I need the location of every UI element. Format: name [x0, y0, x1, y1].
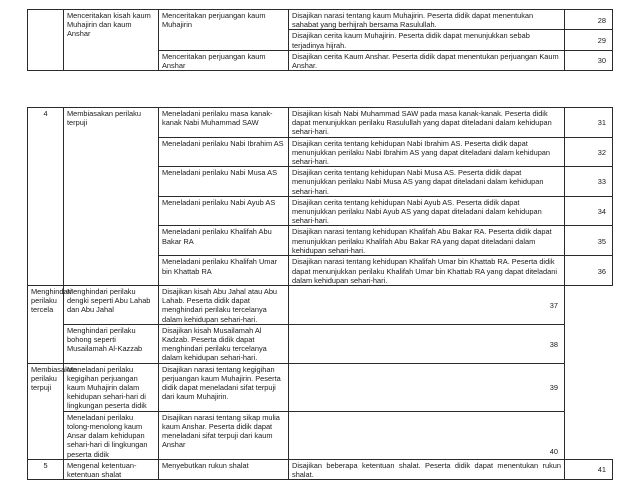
indicator-cell: Menceritakan perjuangan kaum Muhajirin: [159, 10, 289, 51]
question-number: 34: [565, 196, 613, 226]
description-cell: Disajikan cerita kaum Muhajirin. Peserta didik dapat menunjukkan sebab terjadinya hijrah.: [289, 30, 565, 50]
question-number: 29: [565, 30, 613, 50]
sub-competency-cell: Membiasakan perilaku terpuji: [28, 363, 64, 459]
question-number: 31: [565, 108, 613, 138]
description-cell: Disajikan narasi tentang sikap mulia kaum Anshar. Peserta didik dapat meneladani sifat terpuji dari kaum Anshar: [159, 411, 289, 459]
competency-table: [27, 107, 613, 480]
question-number: 37: [289, 286, 565, 325]
question-number: 30: [565, 50, 613, 70]
table-row: [28, 363, 613, 411]
table-row: [28, 10, 613, 30]
indicator-cell: Menyebutkan rukun shalat: [159, 459, 289, 479]
indicator-cell: Menghindari perilaku bohong seperti Musailamah Al-Kazzab: [64, 324, 159, 363]
description-cell: Disajikan cerita tentang kehidupan Nabi Ibrahim AS. Peserta didik dapat menunjukkan perilaku Nabi Ibrahim AS yang dapat diteladani dalam kehidupan sehari-hari.: [289, 137, 565, 167]
question-number: 32: [565, 137, 613, 167]
question-number: 38: [289, 324, 565, 363]
description-cell: Disajikan cerita Kaum Anshar. Peserta didik dapat menentukan perjuangan Kaum Anshar.: [289, 50, 565, 70]
indicator-cell: Meneladani perilaku kegigihan perjuangan kaum Muhajirin dalam kehidupan sehari-hari di lingkungan peserta didik: [64, 363, 159, 411]
question-number: 35: [565, 226, 613, 256]
no-cell: 4: [28, 108, 64, 286]
table-row: [28, 286, 613, 325]
description-cell: Disajikan cerita tentang kehidupan Nabi Ayub AS. Peserta didik dapat menunjukkan perilaku Nabi Ayub AS yang dapat diteladani dalam kehidupan sehari-hari.: [289, 196, 565, 226]
description-cell: Disajikan kisah Nabi Muhammad SAW pada masa kanak-kanak. Peserta didik dapat menunjukkan perilaku Rasulullah yang dapat diteladani dalam kehidupan sehari-hari.: [289, 108, 565, 138]
table-row: [28, 411, 613, 459]
sub-competency-cell: Menghindari perilaku tercela: [28, 286, 64, 364]
indicator-cell: Meneladani perilaku Nabi Musa AS: [159, 167, 289, 197]
indicator-cell: Meneladani perilaku Khalifah Abu Bakar RA: [159, 226, 289, 256]
sub-competency-cell: Menceritakan kisah kaum Muhajirin dan kaum Anshar: [64, 10, 159, 71]
indicator-cell: Menceritakan perjuangan kaum Anshar: [159, 50, 289, 70]
question-number: 41: [565, 459, 613, 479]
question-number: 36: [565, 256, 613, 286]
description-cell: Disajikan narasi tentang kehidupan Khalifah Umar bin Khattab RA. Peserta didik dapat menunjukkan perilaku Khalifah Umar bin Khattab RA yang dapat diteladani dalam kehidupan sehari-hari.: [289, 256, 565, 286]
question-number: 33: [565, 167, 613, 197]
table-row: [28, 324, 613, 363]
question-number: 39: [289, 363, 565, 411]
description-cell: Disajikan narasi tentang kehidupan Khalifah Abu Bakar RA. Peserta didik dapat menunjukkan perilaku Khalifah Abu Bakar RA yang dapat diteladani dalam kehidupan sehari-hari.: [289, 226, 565, 256]
indicator-cell: Meneladani perilaku Nabi Ibrahim AS: [159, 137, 289, 167]
question-number: 28: [565, 10, 613, 30]
description-cell: Disajikan narasi tentang kegigihan perjuangan kaum Muhajirin. Peserta didik dapat meneladani sifat terpuji dari kaum Muhajirin.: [159, 363, 289, 411]
no-cell: [28, 10, 64, 71]
question-number: 40: [289, 411, 565, 459]
description-cell: Disajikan kisah Musailamah Al Kadzab. Peserta didik dapat menghindari perilaku tercelanya dalam kehidupan sehari-hari.: [159, 324, 289, 363]
indicator-cell: Menghindari perilaku dengki seperti Abu Lahab dan Abu Jahal: [64, 286, 159, 325]
indicator-cell: Meneladani perilaku Nabi Ayub AS: [159, 196, 289, 226]
description-cell: Disajikan cerita tentang kehidupan Nabi Musa AS. Peserta didik dapat menunjukkan perilaku Nabi Musa AS yang dapat diteladani dalam kehidupan sehari-hari.: [289, 167, 565, 197]
indicator-cell: Meneladani perilaku tolong-menolong kaum Ansar dalam kehidupan sehari-hari di lingkungan peserta didik: [64, 411, 159, 459]
table-row: [28, 108, 613, 138]
indicator-cell: Meneladani perilaku masa kanak-kanak Nabi Muhammad SAW: [159, 108, 289, 138]
competency-cell: Mengenal ketentuan-ketentuan shalat: [64, 459, 159, 479]
continuation-table: [27, 9, 613, 71]
indicator-cell: Meneladani perilaku Khalifah Umar bin Khattab RA: [159, 256, 289, 286]
description-cell: Disajikan kisah Abu Jahal atau Abu Lahab. Peserta didik dapat menghindari perilaku tercelanya dalam kehidupan sehari-hari.: [159, 286, 289, 325]
description-cell: Disajikan narasi tentang kaum Muhajirin. Peserta didik dapat menentukan sahabat yang berhijrah bersama Rasulullah.: [289, 10, 565, 30]
description-cell: Disajikan beberapa ketentuan shalat. Peserta didik dapat menentukan rukun shalat.: [289, 459, 565, 479]
competency-cell: Membiasakan perilaku terpuji: [64, 108, 159, 286]
no-cell: 5: [28, 459, 64, 479]
table-row: [28, 459, 613, 479]
